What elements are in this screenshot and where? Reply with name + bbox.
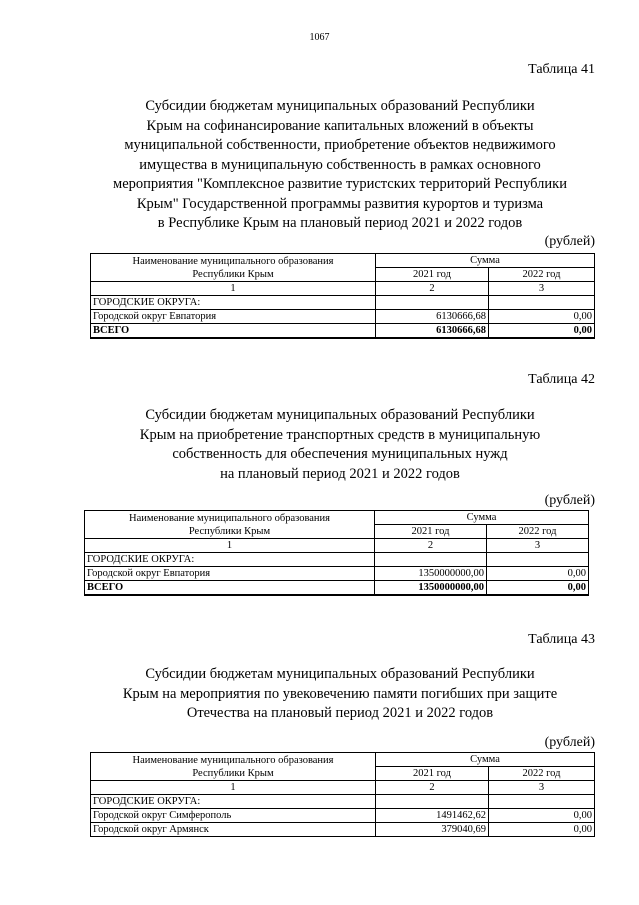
table-row [91, 310, 595, 324]
table-42-title [110, 406, 570, 484]
title-line: в Республике Крым на плановый период 2021 и 2022 годов [157, 215, 523, 231]
title-line: имущества в муниципальную собственность в рамках основного [139, 156, 541, 173]
table-42-label: Таблица 42 [528, 372, 595, 387]
header-sum: Сумма [376, 753, 595, 767]
row-value-2022: 0,00 [489, 823, 595, 837]
header-year-2022: 2022 год [487, 525, 589, 539]
header-name-line1: Наименование муниципального образования [132, 754, 334, 766]
table-43-unit: (рублей) [544, 735, 595, 750]
header-name-line1: Наименование муниципального образования [132, 255, 334, 267]
row-name: Городской округ Армянск [91, 823, 376, 837]
column-number-2: 2 [376, 282, 489, 296]
header-name-cell [91, 753, 376, 781]
title-line: мероприятия "Комплексное развитие туристских территорий Республики [113, 176, 567, 192]
column-number-3: 3 [489, 282, 595, 296]
header-year-2021: 2021 год [376, 268, 489, 282]
total-value-2021: 1350000000,00 [375, 581, 487, 596]
empty-cell [376, 795, 489, 809]
row-value-2021: 1491462,62 [376, 809, 489, 823]
title-line: Субсидии бюджетам муниципальных образований Республики [145, 407, 535, 423]
table-41-title [110, 97, 570, 234]
total-label: ВСЕГО [91, 324, 376, 339]
header-year-2021: 2021 год [376, 767, 489, 781]
row-value-2022: 0,00 [489, 809, 595, 823]
table-41 [90, 253, 595, 339]
header-name-line2: Республики Крым [188, 525, 271, 537]
table-row [91, 809, 595, 823]
column-number-3: 3 [489, 781, 595, 795]
table-41-unit: (рублей) [544, 234, 595, 249]
section-label: ГОРОДСКИЕ ОКРУГА: [91, 296, 376, 310]
header-name-cell [91, 254, 376, 282]
section-row [91, 795, 595, 809]
section-label: ГОРОДСКИЕ ОКРУГА: [85, 553, 375, 567]
header-name-line2: Республики Крым [192, 767, 274, 779]
section-row [91, 296, 595, 310]
empty-cell [489, 795, 595, 809]
row-name: Городской округ Евпатория [91, 310, 376, 324]
header-year-2022: 2022 год [489, 767, 595, 781]
total-row [85, 581, 589, 596]
table-41-label: Таблица 41 [528, 62, 595, 77]
title-line: Субсидии бюджетам муниципальных образований Республики [145, 666, 535, 682]
column-number-1: 1 [91, 781, 376, 795]
table-42-unit: (рублей) [544, 493, 595, 508]
header-name-line2: Республики Крым [192, 268, 274, 280]
header-sum: Сумма [376, 254, 595, 268]
header-name-cell [85, 511, 375, 539]
column-number-1: 1 [91, 282, 376, 296]
table-43-label: Таблица 43 [528, 632, 595, 647]
total-value-2022: 0,00 [489, 324, 595, 339]
empty-cell [376, 296, 489, 310]
header-name-line1: Наименование муниципального образования [129, 512, 330, 524]
row-value-2021: 379040,69 [376, 823, 489, 837]
title-line: Отечества на плановый период 2021 и 2022 годов [186, 705, 494, 721]
title-line: Крым на софинансирование капитальных вложений в объекты [146, 117, 534, 134]
title-line: Крым на мероприятия по увековечению памяти погибших при защите [122, 685, 558, 702]
column-number-3: 3 [487, 539, 589, 553]
table-43-title [110, 665, 570, 724]
row-value-2021: 1350000000,00 [375, 567, 487, 581]
title-line: муниципальной собственности, приобретение объектов недвижимого [124, 137, 556, 153]
title-line: Крым" Государственной программы развития курортов и туризма [136, 195, 544, 212]
column-number-2: 2 [376, 781, 489, 795]
total-label: ВСЕГО [85, 581, 375, 596]
table-42 [84, 510, 589, 596]
title-line: собственность для обеспечения муниципальных нужд [172, 446, 508, 462]
table-43 [90, 752, 595, 837]
column-number-2: 2 [375, 539, 487, 553]
title-line: Субсидии бюджетам муниципальных образований Республики [145, 98, 535, 114]
title-line: на плановый период 2021 и 2022 годов [220, 465, 460, 482]
total-value-2021: 6130666,68 [376, 324, 489, 339]
total-row [91, 324, 595, 339]
section-label: ГОРОДСКИЕ ОКРУГА: [91, 795, 376, 809]
row-value-2022: 0,00 [489, 310, 595, 324]
row-value-2021: 6130666,68 [376, 310, 489, 324]
table-row [85, 567, 589, 581]
page-number: 1067 [309, 32, 330, 43]
row-value-2022: 0,00 [487, 567, 589, 581]
title-line: Крым на приобретение транспортных средств в муниципальную [139, 426, 541, 443]
table-row [91, 823, 595, 837]
total-value-2022: 0,00 [487, 581, 589, 596]
header-year-2021: 2021 год [375, 525, 487, 539]
row-name: Городской округ Евпатория [85, 567, 375, 581]
empty-cell [487, 553, 589, 567]
empty-cell [489, 296, 595, 310]
section-row [85, 553, 589, 567]
header-sum: Сумма [375, 511, 589, 525]
column-number-1: 1 [85, 539, 375, 553]
header-year-2022: 2022 год [489, 268, 595, 282]
row-name: Городской округ Симферополь [91, 809, 376, 823]
empty-cell [375, 553, 487, 567]
